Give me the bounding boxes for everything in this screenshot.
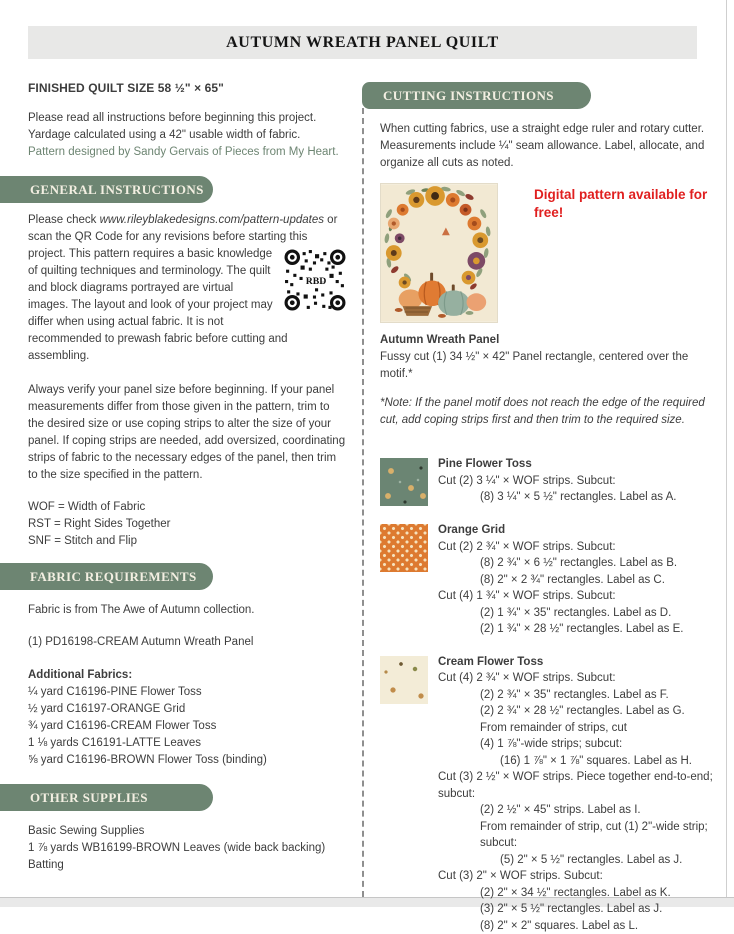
panel-section-title: Autumn Wreath Panel <box>380 332 724 349</box>
general-p1-mid: or scan the QR Code for any revisions before starting this project. <box>28 214 337 260</box>
cutting-line: (2) 2" × 34 ½" rectangles. Label as K. <box>438 885 724 902</box>
cutting-line: (2) 2 ¾" × 28 ½" rectangles. Label as G. <box>438 703 724 720</box>
abbrev-rst: RST = Right Sides Together <box>28 516 348 533</box>
cutting-instructions-heading: CUTTING INSTRUCTIONS <box>362 82 591 109</box>
title-bar <box>28 26 697 59</box>
general-p1-pre: Please check <box>28 214 100 226</box>
panel-note: *Note: If the panel motif does not reach the edge of the required cut, add coping strips first and then trim to the required size. <box>380 395 724 429</box>
intro-line-2: Yardage calculated using a 42" usable width of fabric. <box>28 129 300 141</box>
supply-item: Batting <box>28 857 348 874</box>
cutting-line: Cut (3) 2 ½" × WOF strips. Piece together end-to-end; subcut: <box>438 769 724 802</box>
cutting-intro: When cutting fabrics, use a straight edge ruler and rotary cutter. Measurements include ¼" seam allowance. Label, allocate, and organize all cuts as noted. <box>380 121 724 172</box>
abbrev-snf: SNF = Stitch and Flip <box>28 533 348 550</box>
cutting-line: Cut (2) 3 ¼" × WOF strips. Subcut: <box>438 473 724 490</box>
fabric-requirements-heading: FABRIC REQUIREMENTS <box>0 563 213 590</box>
general-paragraph-2: Always verify your panel size before beginning. If your panel measurements differ from those given in the pattern, trim to the desired size or use coping strips to alter the size of your panel. If coping strips are needed, add oversized, coordinating strips of fabric to the necessary edges of the panel, then trim to the size specified in the pattern. <box>28 382 348 484</box>
fabric-collection-note: Fabric is from The Awe of Autumn collection. <box>28 602 348 619</box>
abbreviations <box>28 499 348 550</box>
abbrev-wof: WOF = Width of Fabric <box>28 499 348 516</box>
panel-cut-instruction: Fussy cut (1) 34 ½" × 42" Panel rectangle, centered over the motif.* <box>380 349 724 383</box>
panel-figure-row <box>380 183 724 323</box>
pine-flower-toss-swatch <box>380 458 428 506</box>
fabric-item: ⅝ yard C16196-BROWN Flower Toss (binding) <box>28 752 348 769</box>
fabric-name: Pine Flower Toss <box>438 456 724 473</box>
cutting-line: (2) 1 ¾" × 35" rectangles. Label as D. <box>438 605 724 622</box>
qr-code <box>284 249 346 311</box>
supply-item: 1 ⅞ yards WB16199-BROWN Leaves (wide back backing) <box>28 840 348 857</box>
cut-section-cream <box>380 654 724 934</box>
cutting-line: (4) 1 ⅞"-wide strips; subcut: <box>438 736 724 753</box>
cutting-line: (2) 1 ¾" × 28 ½" rectangles. Label as E. <box>438 621 724 638</box>
page-title: AUTUMN WREATH PANEL QUILT <box>226 34 499 52</box>
orange-grid-swatch <box>380 524 428 572</box>
cutting-line: From remainder of strips, cut <box>438 720 724 737</box>
autumn-wreath-panel-image <box>380 183 498 323</box>
right-column <box>362 82 728 934</box>
fabric-item: ¾ yard C16196-CREAM Flower Toss <box>28 718 348 735</box>
cream-flower-toss-swatch <box>380 656 428 704</box>
svg-text:RBD: RBD <box>306 276 327 287</box>
supplies-list <box>28 823 348 874</box>
fabric-name: Cream Flower Toss <box>438 654 724 671</box>
supply-item: Basic Sewing Supplies <box>28 823 348 840</box>
pattern-updates-link[interactable]: www.rileyblakedesigns.com/pattern-updates <box>100 214 324 226</box>
cutting-line: Cut (4) 1 ¾" × WOF strips. Subcut: <box>438 588 724 605</box>
designer-credit: Pattern designed by Sandy Gervais of Pieces from My Heart. <box>28 146 339 158</box>
additional-fabrics <box>28 667 348 769</box>
fabric-item: ¼ yard C16196-PINE Flower Toss <box>28 684 348 701</box>
cutting-line: Cut (2) 2 ¾" × WOF strips. Subcut: <box>438 539 724 556</box>
cutting-line: (8) 3 ¼" × 5 ½" rectangles. Label as A. <box>438 489 724 506</box>
cutting-line: (16) 1 ⅞" × 1 ⅞" squares. Label as H. <box>438 753 724 770</box>
cutting-line: (8) 2" × 2 ¾" rectangles. Label as C. <box>438 572 724 589</box>
cut-section-orange <box>380 522 724 638</box>
cutting-line: From remainder of strip, cut (1) 2"-wide strip; subcut: <box>438 819 724 852</box>
finished-quilt-size: FINISHED QUILT SIZE 58 ½" × 65" <box>28 80 348 97</box>
fabric-panel-item: (1) PD16198-CREAM Autumn Wreath Panel <box>28 634 348 651</box>
cutting-line: (3) 2" × 5 ½" rectangles. Label as J. <box>438 901 724 918</box>
fabric-name: Orange Grid <box>438 522 724 539</box>
cut-section-pine <box>380 456 724 506</box>
general-instructions-heading: GENERAL INSTRUCTIONS <box>0 176 213 203</box>
cutting-line: (8) 2 ¾" × 6 ½" rectangles. Label as B. <box>438 555 724 572</box>
cutting-line: Cut (3) 2" × WOF strips. Subcut: <box>438 868 724 885</box>
digital-pattern-note: Digital pattern available for free! <box>534 186 709 323</box>
cutting-line: (2) 2 ½" × 45" strips. Label as I. <box>438 802 724 819</box>
fabric-item: 1 ⅛ yards C16191-LATTE Leaves <box>28 735 348 752</box>
cutting-line: (8) 2" × 2" squares. Label as L. <box>438 918 724 934</box>
cutting-line: Cut (4) 2 ¾" × WOF strips. Subcut: <box>438 670 724 687</box>
cutting-line: (2) 2 ¾" × 35" rectangles. Label as F. <box>438 687 724 704</box>
cutting-line: (5) 2" × 5 ½" rectangles. Label as J. <box>438 852 724 869</box>
left-column <box>28 80 348 874</box>
general-p1-rest: This pattern requires a basic knowledge of quilting techniques and terminology. The quilt and block diagrams portrayed are virtual images. The layout and look of your project may differ when using actual fabric. It is not recommended to prewash fabric before cutting and assembling. <box>28 248 288 362</box>
fabric-item: ½ yard C16197-ORANGE Grid <box>28 701 348 718</box>
intro-paragraph <box>28 110 348 161</box>
additional-fabrics-label: Additional Fabrics: <box>28 667 348 684</box>
intro-line-1: Please read all instructions before beginning this project. <box>28 112 316 124</box>
other-supplies-heading: OTHER SUPPLIES <box>0 784 213 811</box>
general-paragraph-1 <box>28 212 348 365</box>
